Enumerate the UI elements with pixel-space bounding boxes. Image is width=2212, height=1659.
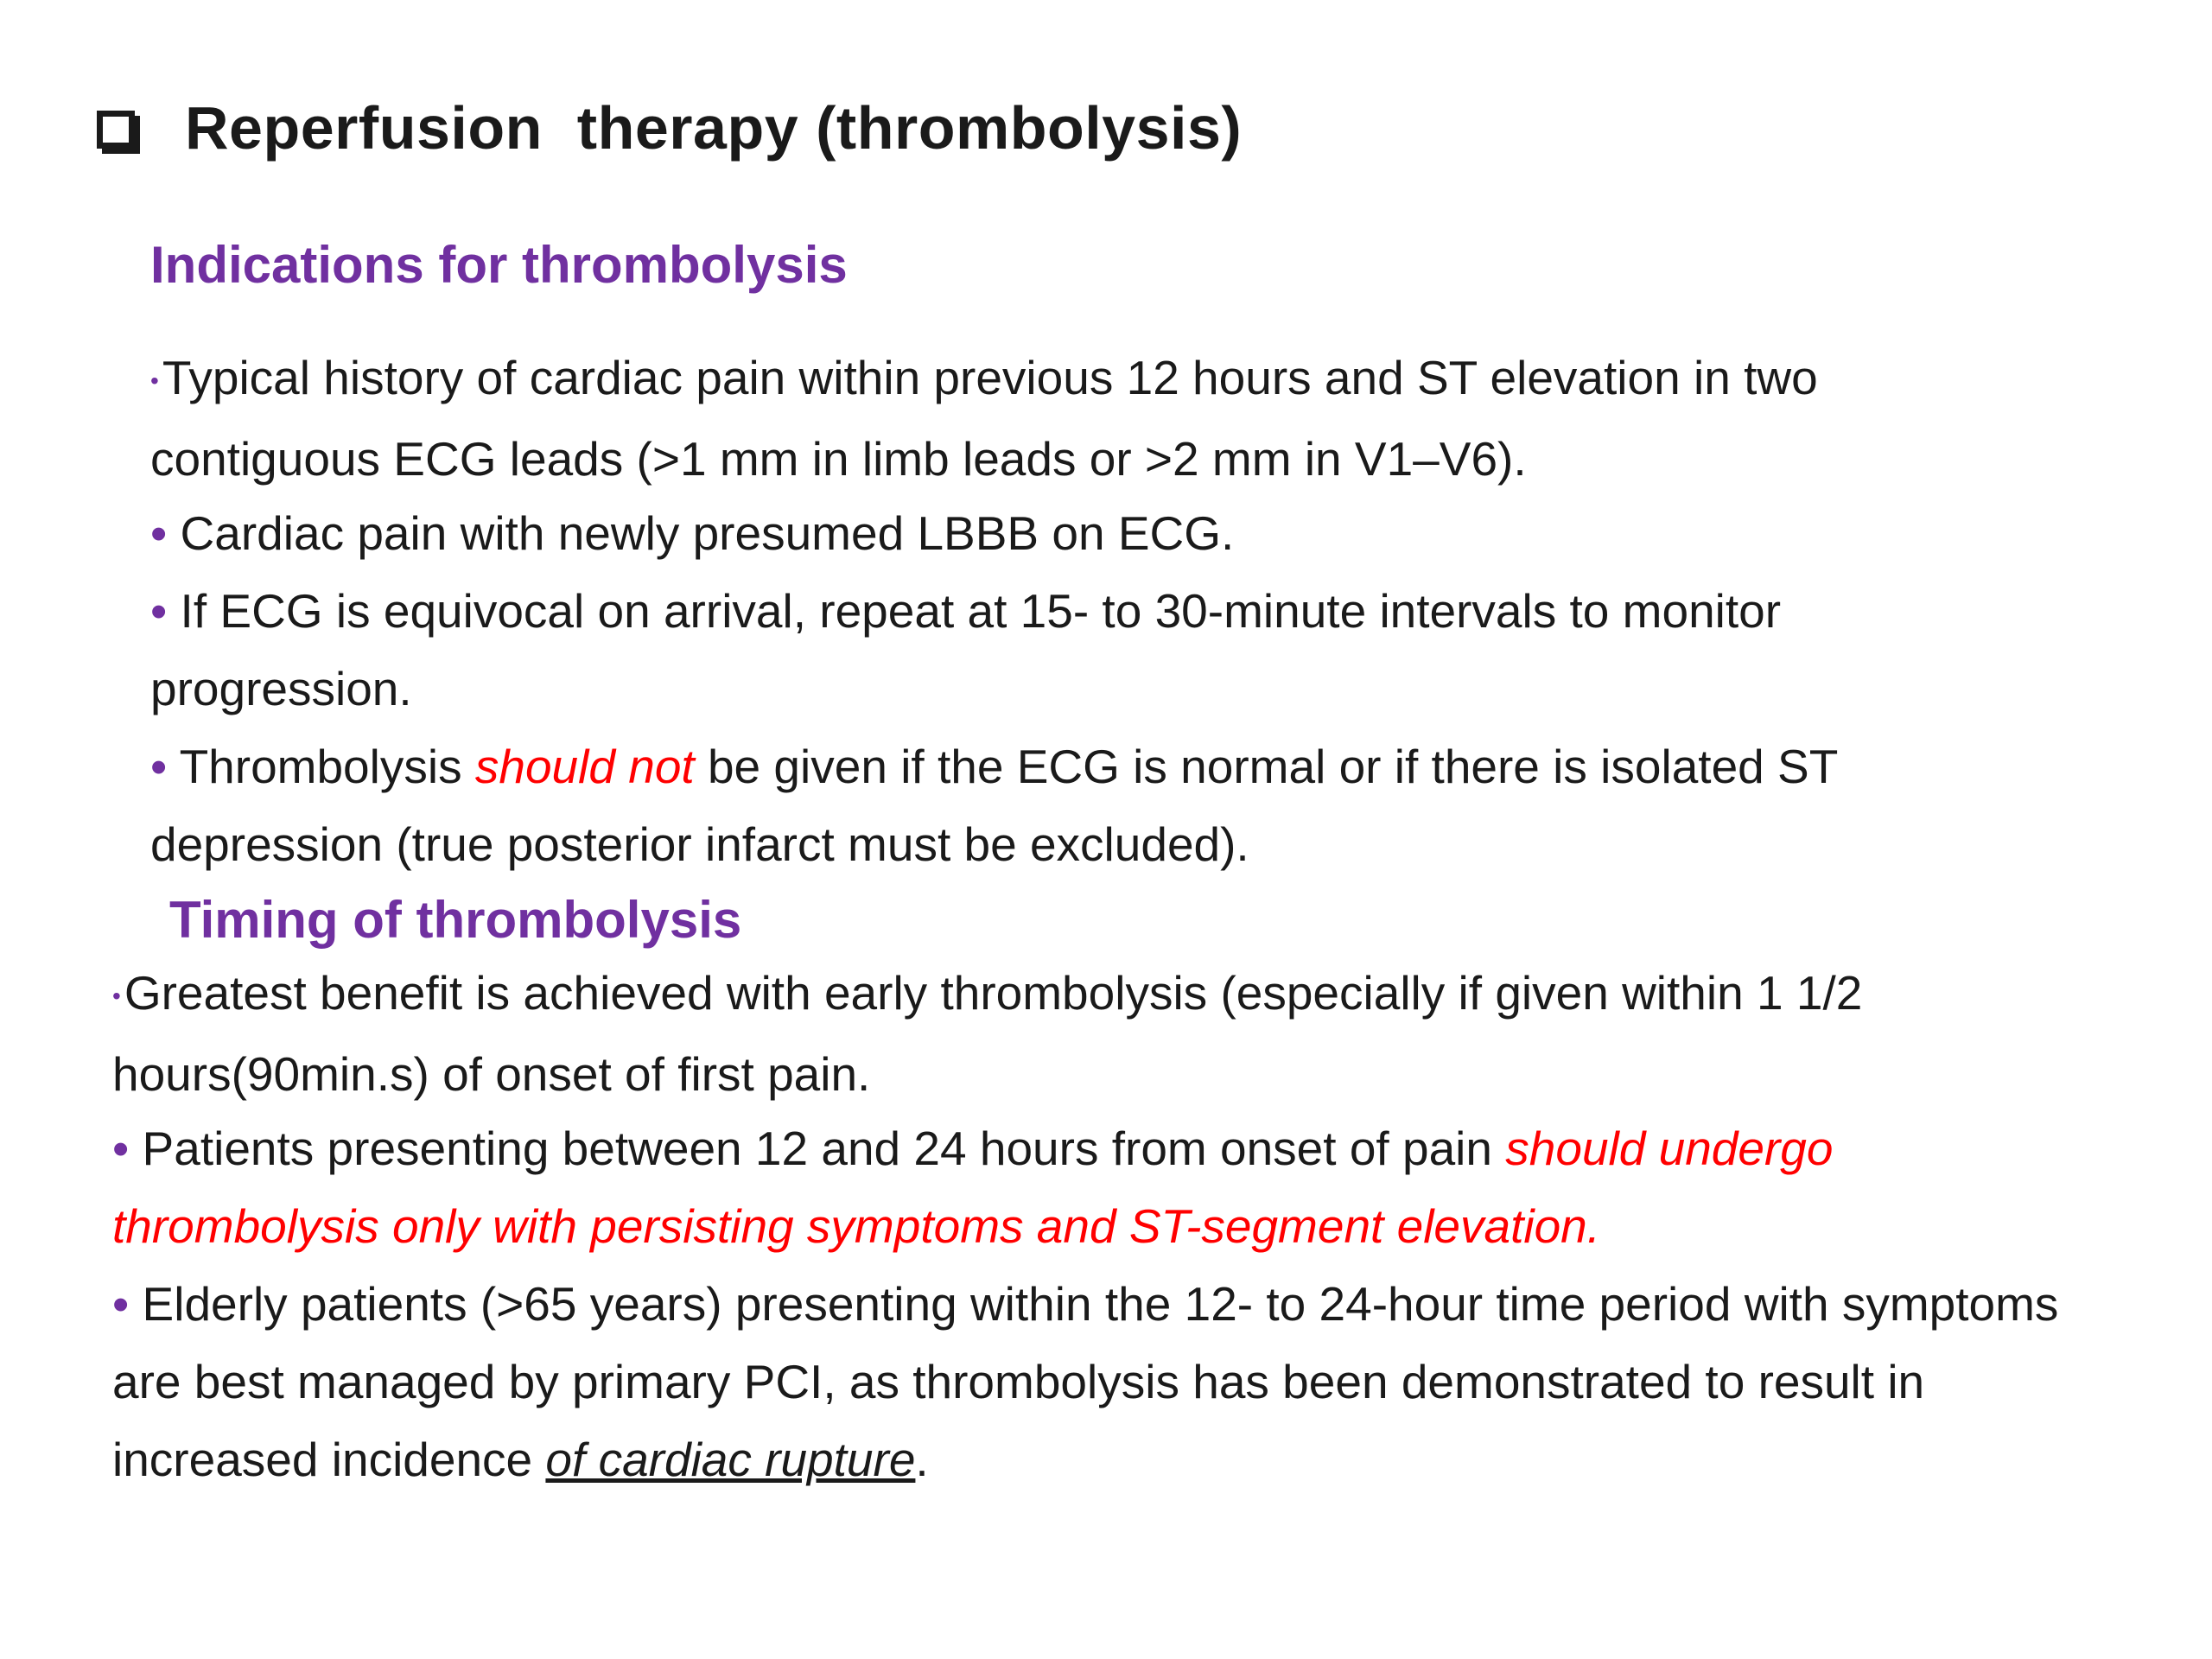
timing-bullet-3 bbox=[112, 1265, 2126, 1498]
bullet-icon: • bbox=[112, 1277, 130, 1331]
bullet-icon: • bbox=[112, 982, 121, 1010]
timing-bullet-3-text: Elderly patients (>65 years) presenting within the 12- to 24-hour time period with symptoms are best managed by primary PCI, as thrombolysis has been demonstrated to result in increased incidence bbox=[112, 1277, 2059, 1486]
timing-bullet-3-underlined: of cardiac rupture bbox=[545, 1433, 916, 1486]
slide-title: Reperfusion therapy (thrombolysis) bbox=[185, 94, 1243, 162]
indications-bullet-2 bbox=[150, 494, 2051, 572]
timing-bullet-2-text: Patients presenting between 12 and 24 hours from onset of pain bbox=[142, 1122, 1506, 1175]
bullet-icon: • bbox=[150, 506, 168, 560]
bullet-icon: • bbox=[150, 367, 159, 395]
bullet-icon: • bbox=[150, 584, 168, 638]
timing-bullet-3-text-post: . bbox=[915, 1433, 929, 1486]
indications-bullet-3 bbox=[150, 572, 2008, 728]
indications-bullet-3-text: If ECG is equivocal on arrival, repeat at 15- to 30-minute intervals to monitor progression. bbox=[150, 584, 1782, 715]
title-row bbox=[97, 93, 1242, 162]
timing-bullet-2-emphasis: should undergo thrombolysis only with persisting symptoms and ST-segment elevation. bbox=[112, 1122, 1834, 1253]
bullet-icon: • bbox=[150, 740, 168, 793]
indications-bullet-1 bbox=[150, 339, 2051, 498]
timing-bullet-1-text: Greatest benefit is achieved with early thrombolysis (especially if given within 1 1/2 hours(90min.s) of onset of first pain. bbox=[112, 966, 1863, 1102]
indications-bullet-4-emphasis: should not bbox=[474, 740, 695, 793]
timing-bullet-2 bbox=[112, 1109, 2100, 1265]
indications-bullet-4 bbox=[150, 728, 2008, 883]
timing-bullet-1 bbox=[112, 954, 2091, 1113]
indications-bullet-1-text: Typical history of cardiac pain within previous 12 hours and ST elevation in two contiguous ECG leads (>1 mm in limb leads or >2 mm in V1–V6). bbox=[150, 351, 1818, 486]
indications-bullet-4-text-post: be given if the ECG is normal or if there is isolated ST depression (true posterior infarct must be excluded). bbox=[150, 740, 1838, 871]
bullet-icon: • bbox=[112, 1122, 130, 1175]
checkbox-bullet-icon bbox=[97, 111, 135, 149]
indications-heading: Indications for thrombolysis bbox=[150, 236, 848, 294]
indications-bullet-2-text: Cardiac pain with newly presumed LBBB on ECG. bbox=[180, 506, 1235, 560]
indications-bullet-4-text: Thrombolysis bbox=[179, 740, 475, 793]
timing-heading: Timing of thrombolysis bbox=[169, 891, 742, 949]
